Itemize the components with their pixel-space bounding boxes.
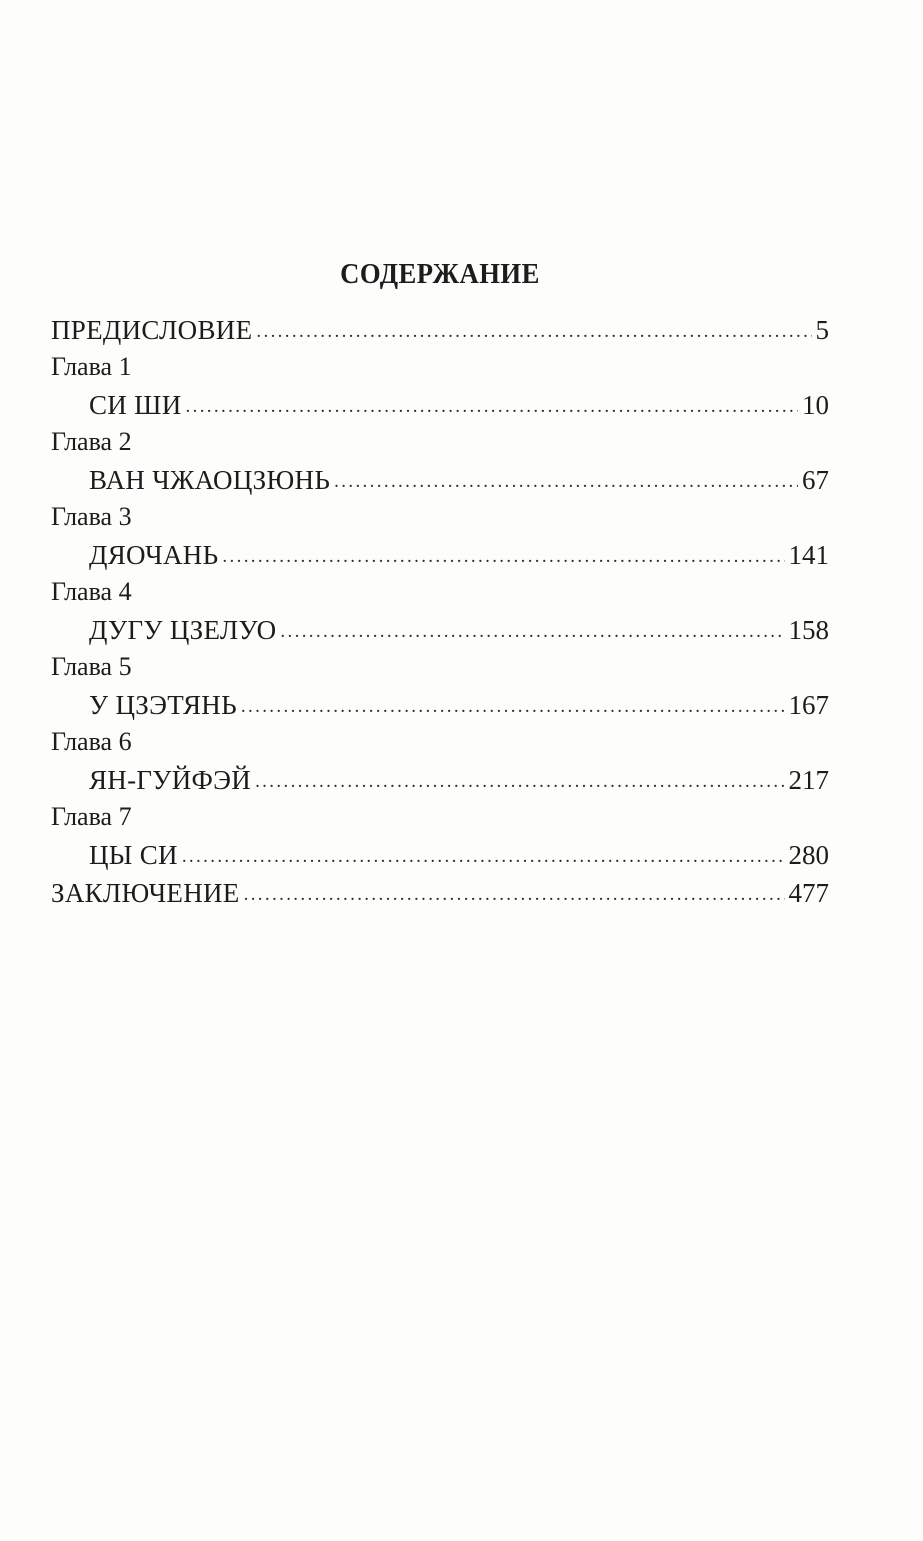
entry-title: ВАН ЧЖАОЦЗЮНЬ bbox=[89, 465, 331, 495]
toc-entry-chapter-3 bbox=[51, 500, 829, 575]
entry-page-number: 10 bbox=[802, 390, 829, 420]
toc-entry-chapter-2 bbox=[51, 425, 829, 500]
chapter-row bbox=[51, 837, 829, 875]
chapter-label: Глава 5 bbox=[51, 652, 132, 681]
dot-leader bbox=[222, 539, 784, 575]
entry-title: СИ ШИ bbox=[89, 390, 182, 420]
toc-heading: СОДЕРЖАНИЕ bbox=[340, 258, 540, 290]
toc-entry-chapter-1 bbox=[51, 350, 829, 425]
toc-entry-chapter-7 bbox=[51, 800, 829, 875]
chapter-row bbox=[51, 537, 829, 575]
entry-page-number: 67 bbox=[802, 465, 829, 495]
chapter-row bbox=[51, 687, 829, 725]
chapter-label: Глава 3 bbox=[51, 502, 132, 531]
entry-page-number: 280 bbox=[788, 840, 829, 870]
chapter-label: Глава 1 bbox=[51, 352, 132, 381]
dot-leader bbox=[182, 839, 785, 875]
dot-leader bbox=[256, 314, 811, 350]
chapter-label: Глава 6 bbox=[51, 727, 132, 756]
entry-title: ДЯОЧАНЬ bbox=[89, 540, 219, 570]
dot-leader bbox=[244, 877, 785, 913]
toc-entry-chapter-5 bbox=[51, 650, 829, 725]
chapter-label: Глава 2 bbox=[51, 427, 132, 456]
entry-page-number: 141 bbox=[788, 540, 829, 570]
chapter-row bbox=[51, 387, 829, 425]
table-of-contents bbox=[51, 312, 829, 913]
entry-title: У ЦЗЭТЯНЬ bbox=[89, 690, 237, 720]
entry-title: ЦЫ СИ bbox=[89, 840, 178, 870]
entry-title: ЯН-ГУЙФЭЙ bbox=[89, 765, 252, 795]
entry-page-number: 217 bbox=[788, 765, 829, 795]
chapter-label: Глава 7 bbox=[51, 802, 132, 831]
chapter-label: Глава 4 bbox=[51, 577, 132, 606]
toc-entry-chapter-4 bbox=[51, 575, 829, 650]
chapter-row bbox=[51, 762, 829, 800]
entry-page-number: 167 bbox=[788, 690, 829, 720]
entry-page-number: 158 bbox=[788, 615, 829, 645]
dot-leader bbox=[186, 389, 799, 425]
entry-title: ЗАКЛЮЧЕНИЕ bbox=[51, 878, 240, 908]
entry-page-number: 477 bbox=[788, 878, 829, 908]
toc-entry-chapter-6 bbox=[51, 725, 829, 800]
toc-entry-preface bbox=[51, 312, 829, 350]
toc-entry-conclusion bbox=[51, 875, 829, 913]
dot-leader bbox=[280, 614, 784, 650]
dot-leader bbox=[255, 764, 784, 800]
dot-leader bbox=[241, 689, 785, 725]
chapter-row bbox=[51, 462, 829, 500]
entry-page-number: 5 bbox=[815, 315, 829, 345]
entry-title: ДУГУ ЦЗЕЛУО bbox=[89, 615, 277, 645]
dot-leader bbox=[334, 464, 798, 500]
chapter-row bbox=[51, 612, 829, 650]
entry-title: ПРЕДИСЛОВИЕ bbox=[51, 315, 253, 345]
